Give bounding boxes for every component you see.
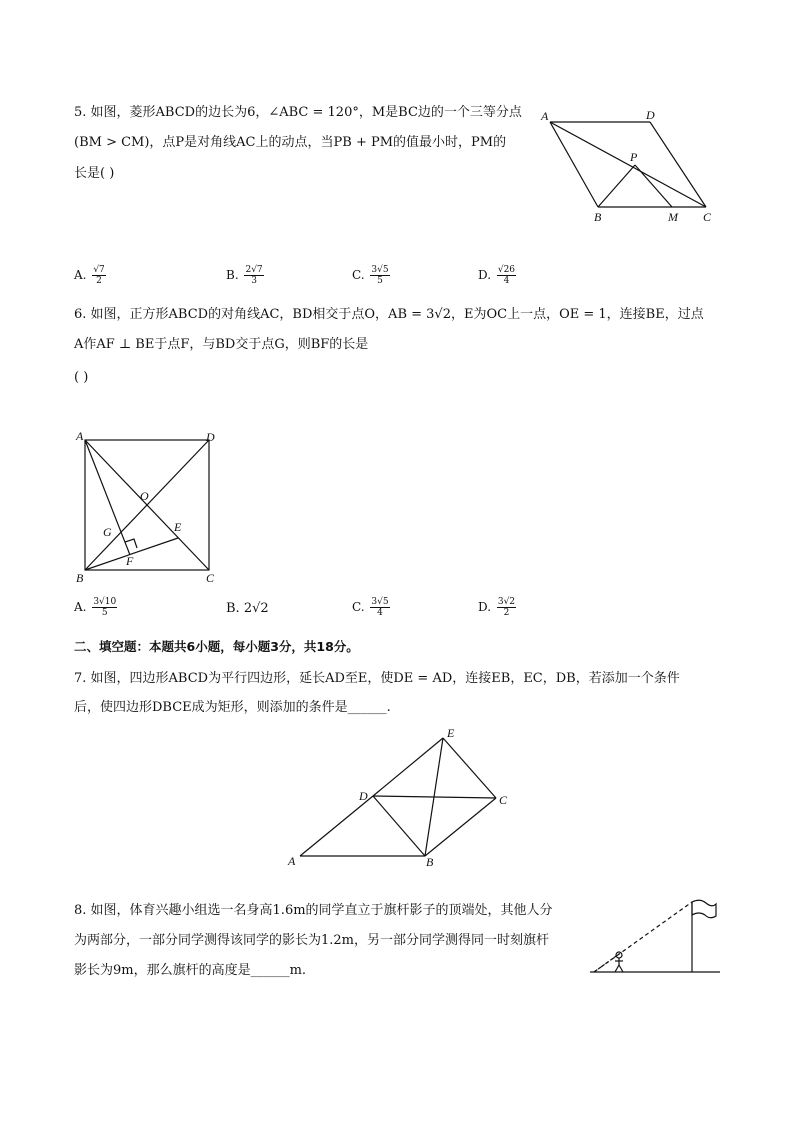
q5-label-D: D xyxy=(646,108,655,122)
q6-line-1: 6. 如图，正方形ABCD的对角线AC，BD相交于点O，AB = 3√2，E为OC上一点，OE = 1，连接BE，过点 xyxy=(74,307,704,322)
person-shadow-ray xyxy=(594,954,619,972)
q5-option-c[interactable] xyxy=(352,265,390,286)
q5-option-a[interactable] xyxy=(74,265,106,286)
q7-label-C: C xyxy=(499,793,508,807)
fraction-numerator: 3√10 xyxy=(93,597,117,607)
option-label: A. xyxy=(74,268,87,282)
option-label: B. xyxy=(226,601,240,616)
sun-ray-line xyxy=(594,902,692,972)
q7-label-A: A xyxy=(288,854,296,868)
fraction-denominator: 2 xyxy=(503,608,510,618)
q6-square-figure xyxy=(70,428,230,586)
q6-label-G: G xyxy=(103,525,112,539)
flag-icon xyxy=(692,900,716,918)
fraction-denominator: 4 xyxy=(377,608,383,618)
fraction-denominator: 2 xyxy=(96,276,102,286)
q5-label-B: B xyxy=(594,210,602,224)
fraction-numerator: 3√2 xyxy=(497,597,516,607)
q5-label-C: C xyxy=(703,210,712,224)
q6-option-c[interactable] xyxy=(352,597,390,618)
q5-rhombus-figure xyxy=(538,104,728,230)
q7-line-1: 7. 如图，四边形ABCD为平行四边形，延长AD至E，使DE = AD，连接EB，EC，DB，若添加一个条件 xyxy=(74,671,680,686)
fraction-denominator: 5 xyxy=(101,608,108,618)
q8-flagpole-figure xyxy=(588,892,723,982)
fraction-numerator: 2√7 xyxy=(245,265,263,275)
fraction-numerator: 3√5 xyxy=(371,265,389,275)
q5-line-1: 5. 如图，菱形ABCD的边长为6，∠ABC = 120°，M是BC边的一个三等分点 xyxy=(74,105,522,120)
option-label: A. xyxy=(74,600,87,614)
fraction xyxy=(370,597,389,618)
q5-line-2: (BM > CM)，点P是对角线AC上的动点，当PB + PM的值最小时，PM的 xyxy=(74,135,507,150)
fraction xyxy=(497,597,516,618)
q6-option-d[interactable] xyxy=(478,597,516,618)
q6-option-a[interactable] xyxy=(74,597,117,618)
q6-label-E: E xyxy=(174,520,182,534)
section-header-fill-in: 二、填空题：本题共6小题，每小题3分，共18分。 xyxy=(74,639,359,654)
option-value: 2√2 xyxy=(243,601,269,616)
q5-label-A: A xyxy=(541,109,549,123)
q7-label-D: D xyxy=(359,789,368,803)
option-label: D. xyxy=(478,600,492,614)
q5-option-d[interactable] xyxy=(478,265,516,286)
q6-line-3: ( ) xyxy=(74,370,89,385)
q5-label-M: M xyxy=(668,210,678,224)
fraction-numerator: √26 xyxy=(497,265,516,275)
q5-label-P: P xyxy=(630,150,638,164)
option-label: B. xyxy=(226,268,239,282)
option-label: C. xyxy=(352,600,365,614)
q6-label-O: O xyxy=(140,489,149,503)
q8-line-3: 影长为9m，那么旗杆的高度是______m. xyxy=(74,963,307,978)
fraction-denominator: 4 xyxy=(503,276,510,286)
fraction-numerator: √7 xyxy=(93,265,105,275)
q8-line-2: 为两部分，一部分同学测得该同学的影长为1.2m，另一部分同学测得同一时刻旗杆 xyxy=(74,933,550,948)
fraction xyxy=(244,265,263,286)
q6-label-D: D xyxy=(206,430,215,444)
fraction-denominator: 5 xyxy=(377,276,383,286)
fraction xyxy=(497,265,516,286)
q8-line-1: 8. 如图，体育兴趣小组选一名身高1.6m的同学直立于旗杆影子的顶端处，其他人分 xyxy=(74,903,553,918)
option-label: D. xyxy=(478,268,492,282)
fraction-numerator: 3√5 xyxy=(371,597,389,607)
option-label: C. xyxy=(352,268,365,282)
q7-line-2: 后，使四边形DBCE成为矩形，则添加的条件是______. xyxy=(74,700,391,715)
q5-option-b[interactable] xyxy=(226,265,264,286)
q6-label-B: B xyxy=(76,571,84,585)
q5-line-3: 长是( ) xyxy=(74,166,115,181)
q6-option-b[interactable] xyxy=(226,601,269,616)
q6-label-C: C xyxy=(206,571,215,585)
fraction xyxy=(370,265,389,286)
q6-line-2: A作AF ⊥ BE于点F，与BD交于点G，则BF的长是 xyxy=(74,337,369,352)
fraction-denominator: 3 xyxy=(251,276,257,286)
q7-label-E: E xyxy=(447,726,455,740)
q6-label-A: A xyxy=(76,429,84,443)
fraction xyxy=(92,265,105,286)
q7-label-B: B xyxy=(426,855,434,868)
fraction xyxy=(92,597,117,618)
q6-label-F: F xyxy=(126,554,134,568)
q7-parallelogram-figure xyxy=(280,724,520,868)
